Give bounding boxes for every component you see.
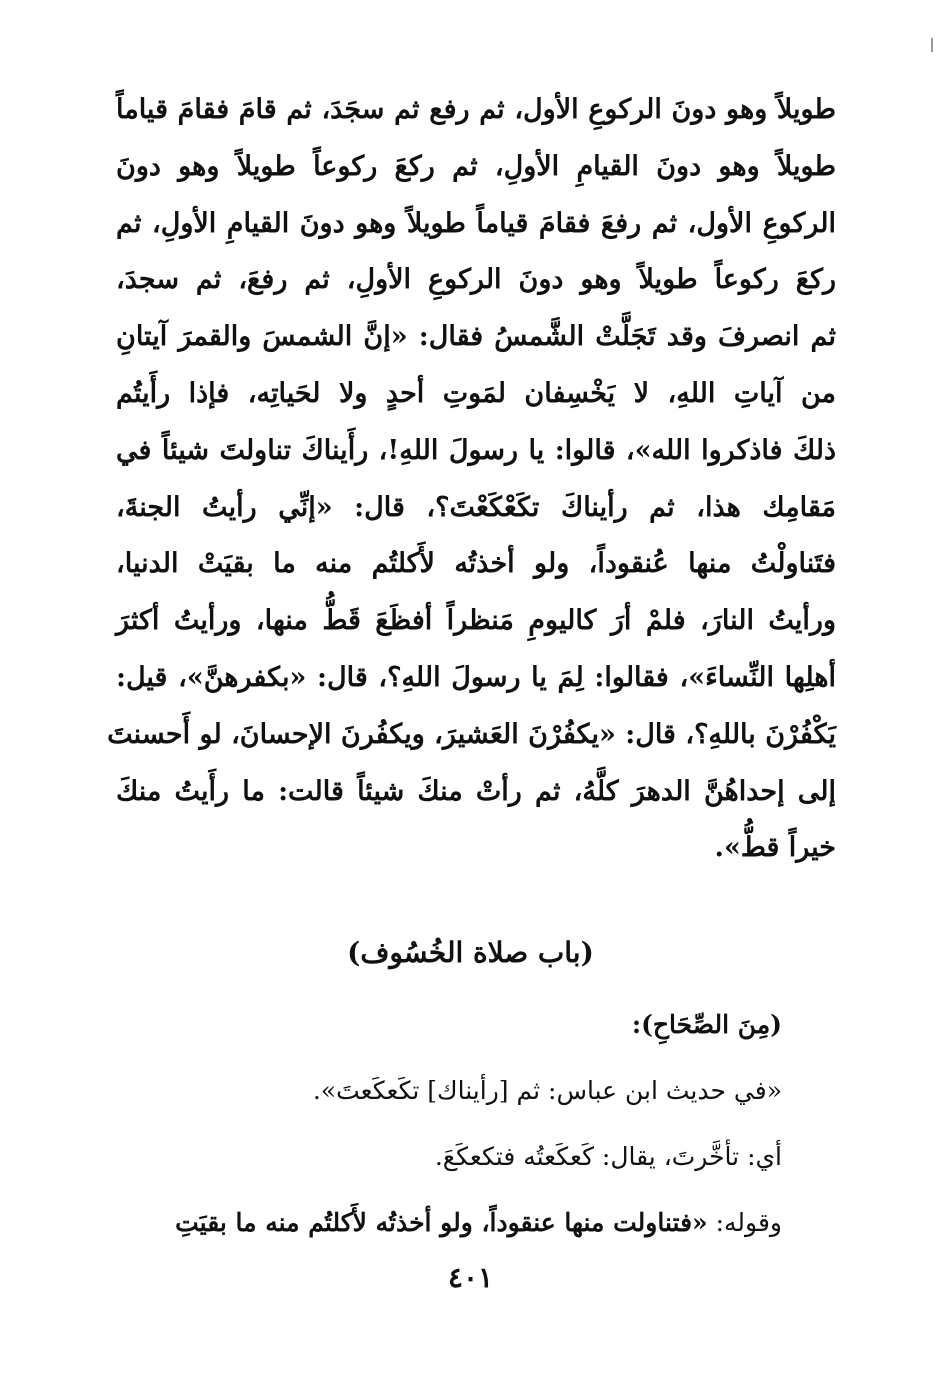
- body-line-last: خيراً قطُّ».: [714, 832, 836, 864]
- body-line: ركعَ ركوعاً طويلاً وهو دونَ الركوعِ الأولِ، ثم رفعَ، ثم سجدَ،: [116, 264, 836, 296]
- body-line: إلى إحداهُنَّ الدهرَ كلَّهُ، ثم رأتْ منكَ شيئاً قالت: ما رأَيتُ منكَ: [116, 775, 836, 807]
- body-line: أهلِها النِّساءَ»، فقالوا: لِمَ يا رسولَ اللهِ؟، قال: «بكفرهنَّ»، قيل:: [116, 661, 836, 693]
- hadith-body-paragraph: [107, 82, 836, 877]
- commentary-notes: [116, 992, 782, 1256]
- source-label: (مِنَ الصِّحَاحِ):: [631, 1010, 782, 1039]
- body-line: ذلكَ فاذكروا الله»، قالوا: يا رسولَ اللهِ!، رأَيناكَ تناولتَ شيئاً في: [116, 434, 836, 466]
- hadith-reference: «في حديث ابن عباس: ثم [رأيناك] تكَعكَعتَ».: [312, 1076, 782, 1105]
- body-line: يَكْفُرْنَ باللهِ؟، قال: «يكفُرْنَ العَشيرَ، ويكفُرنَ الإحسانَ، لو أَحسنتَ: [107, 718, 836, 750]
- quote-line: [116, 1190, 782, 1256]
- page-number: ٤٠١: [447, 1261, 494, 1294]
- section-heading: (باب صلاة الخُسُوف): [347, 936, 594, 969]
- scan-edge-mark: [931, 38, 933, 52]
- body-line: من آياتِ اللهِ، لا يَخْسِفان لمَوتِ أحدٍ ولا لحَياتِه، فإذا رأَيتُم: [116, 377, 836, 409]
- quote-intro: وقوله:: [715, 1208, 782, 1237]
- body-line: طويلاً وهو دونَ القيامِ الأولِ، ثم ركعَ ركوعاً طويلاً وهو دونَ: [116, 150, 836, 182]
- quote-text: «فتناولت منها عنقوداً، ولو أخذتُه لأَكلتُم منه ما بقيَتِ: [175, 1208, 708, 1237]
- body-line: طويلاً وهو دونَ الركوعِ الأول، ثم رفع ثم سجَدَ، ثم قامَ فقامَ قياماً: [116, 94, 836, 125]
- body-line: ثم انصرفَ وقد تَجَلَّتْ الشَّمسُ فقال: «إنَّ الشمسَ والقمرَ آيتانِ: [116, 321, 836, 353]
- body-line: فتَناولْتُ منها عُنقوداً، ولو أخذتُه لأَكلتُم منه ما بقيَتْ الدنيا،: [116, 548, 836, 580]
- body-line: الركوعِ الأول، ثم رفعَ فقامَ قياماً طويلاً وهو دونَ القيامِ الأولِ، ثم: [116, 207, 836, 239]
- body-line: ورأيتُ النارَ، فلمْ أرَ كاليومِ مَنظراً أفظَعَ قَطُّ منها، ورأيتُ أكثرَ: [116, 605, 836, 637]
- body-line: مَقامِك هذا، ثم رأيناكَ تكَعْكَعْتَ؟، قال: «إنِّي رأيتُ الجنةَ،: [116, 491, 836, 523]
- word-explanation: أي: تأخَّرتَ، يقال: كَعكَعتُه فتكعكَعَ.: [434, 1142, 782, 1171]
